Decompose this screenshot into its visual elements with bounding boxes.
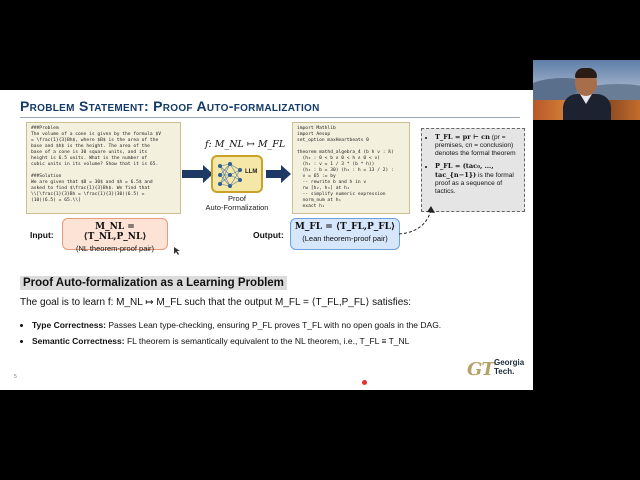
llm-label: LLM bbox=[245, 169, 258, 175]
bullet-type-correctness-lead: Type Correctness: bbox=[32, 320, 107, 330]
presenter-webcam bbox=[533, 60, 640, 120]
slide-title: Problem Statement: Proof Auto-formalization bbox=[20, 98, 320, 114]
function-label: f: M_NL ↦ M_FL bbox=[205, 139, 286, 150]
logo-line1: Georgia bbox=[494, 358, 525, 367]
note-item-theorem bbox=[435, 133, 520, 158]
lean-code-box: import Mathlib import Aesop set_option maxHeartbeats 0 theorem mathd_algebra_4 (b h v : ℝ) (h₀ : 0 < b ∧ 0 < h ∧ 0 < v) (h₁ : v = 1 / 3 * (b * h)) (h₂ : b = 30) (h₃ : h = 13 / 2) : v = 65 := by -- rewrite b and h in v rw [h₂, h₃] at h₁ -- simplify numeric expression norm_num at h₁ exact h₁ bbox=[292, 122, 410, 214]
page-number: 5 bbox=[14, 374, 17, 380]
bullet-semantic-correctness-lead: Semantic Correctness: bbox=[32, 336, 125, 346]
output-box bbox=[290, 218, 400, 250]
input-math: M_NL = ⟨T_NL,P_NL⟩ bbox=[83, 222, 147, 242]
arrow-right-icon bbox=[182, 170, 204, 178]
llm-box bbox=[211, 155, 263, 193]
laser-pointer-icon bbox=[362, 380, 367, 385]
proof-label-line2: Auto-Formalization bbox=[205, 203, 269, 212]
definitions-note bbox=[421, 128, 525, 212]
title-divider bbox=[20, 117, 520, 118]
logo-line2: Tech. bbox=[494, 367, 515, 376]
output-subtitle: (Lean theorem-proof pair) bbox=[302, 234, 388, 243]
dashed-arrow-icon bbox=[395, 202, 445, 242]
nl-problem-box: ###Problem The volume of a cone is given by the formula $V = \frac{1}{3}Bh$, where $B$ is the area of the base and $h$ is the height. The area of the base of a cone is 30 square units, and its height is 6.5 units. What is the number of cubic units in its volume? Show that it is 65. ###Solution We are given that $B = 30$ and $h = 6.5$ and asked to find $\frac{1}{3}Bh$. We find that \\[\frac{1}{3}Bh = \frac{1}{3}(30)(6.5) = (10)(6.5) = 65.\\] bbox=[26, 122, 181, 214]
bullet-type-correctness-text: Passes Lean type-checking, ensuring P_FL proves T_FL with no open goals in the DAG. bbox=[106, 320, 442, 330]
note-theorem-formula: T_FL = pr ⊢ cn bbox=[435, 133, 490, 141]
note-proof-desc: is the formal proof as a sequence of tactics. bbox=[435, 172, 514, 195]
section-title: Proof Auto-formalization as a Learning Problem bbox=[20, 276, 287, 290]
input-label: Input: bbox=[30, 230, 54, 240]
note-item-proof bbox=[435, 162, 520, 196]
arrow-right-icon bbox=[266, 170, 282, 178]
presenter-hair bbox=[575, 68, 597, 78]
goal-text: The goal is to learn f: M_NL ↦ M_FL such that the output M_FL = ⟨T_FL,P_FL⟩ satisfies: bbox=[20, 297, 412, 308]
neural-network-icon bbox=[215, 158, 245, 192]
georgia-tech-logo-text bbox=[494, 358, 524, 376]
list-item bbox=[32, 319, 533, 331]
input-subtitle: (NL theorem-proof pair) bbox=[75, 244, 155, 253]
input-box bbox=[62, 218, 168, 253]
presentation-slide bbox=[0, 90, 533, 390]
bullet-semantic-correctness-text: FL theorem is semantically equivalent to the NL theorem, i.e., T_FL ≡ T_NL bbox=[124, 336, 410, 346]
proof-label-line1: Proof bbox=[228, 194, 246, 203]
note-theorem-desc: (pr = premises, cn = conclusion) denotes the formal theorem bbox=[435, 134, 516, 157]
proof-autoformalization-label bbox=[196, 194, 278, 212]
mouse-cursor-icon bbox=[174, 247, 180, 255]
list-item bbox=[32, 335, 533, 347]
note-proof-formula: P_FL = (tac₀, …, tac_{n−1}) bbox=[435, 162, 494, 179]
georgia-tech-logo-mark: GT bbox=[467, 359, 494, 380]
output-label: Output: bbox=[253, 230, 284, 240]
criteria-list bbox=[20, 319, 533, 351]
output-math: M_FL = ⟨T_FL,P_FL⟩ bbox=[294, 222, 396, 232]
